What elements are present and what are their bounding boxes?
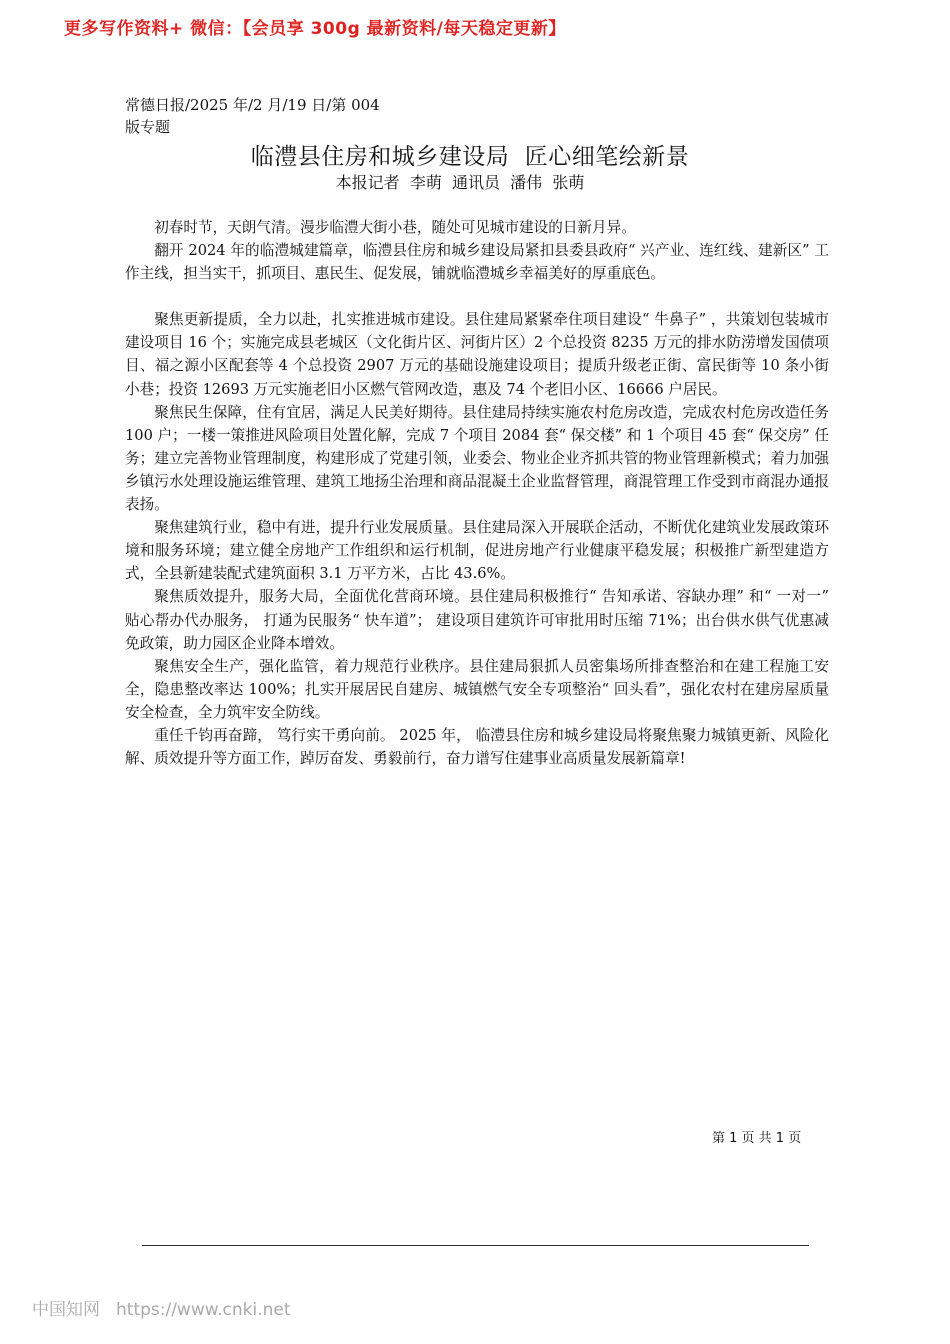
watermark-name: 中国知网 xyxy=(32,1300,100,1320)
paragraph: 聚焦质效提升，服务大局，全面优化营商环境。县住建局积极推行“ 告知承诺、容缺办理” 和“ 一对一” 贴心帮办代办服务， 打通为民服务“ 快车道”； 建设项目建筑许可审批用时压缩 71%；出台供水供气优惠减免政策，助力园区企业降本增效。 xyxy=(125,588,829,652)
watermark xyxy=(32,1295,290,1320)
source-line: 常德日报/2025 年/2 月/19 日/第 004 版专题 xyxy=(125,96,380,136)
paragraph-spacer xyxy=(125,285,829,308)
paragraph: 重任千钧再奋蹄， 笃行实干勇向前。 2025 年， 临澧县住房和城乡建设局将聚焦聚力城镇更新、风险化解、质效提升等方面工作，踔厉奋发、勇毅前行，奋力谱写住建事业高质量发展新篇章! xyxy=(125,726,829,768)
watermark-url: https://www.cnki.net xyxy=(116,1300,291,1320)
article-body xyxy=(125,216,829,770)
paragraph: 聚焦民生保障，住有宜居，满足人民美好期待。县住建局持续实施农村危房改造，完成农村危房改造任务 100 户；一楼一策推进风险项目处置化解，完成 7 个项目 2084 套“ 保交楼” 和 1 个项目 45 套“ 保交房” 任务；建立完善物业管理制度，构建形成了党建引领，业委会、物业企业齐抓共管的物业管理新模式；着力加强乡镇污水处理设施运维管理、建筑工地扬尘治理和商品混凝土企业监督管理，商混管理工作受到市商混办通报表扬。 xyxy=(125,403,829,514)
footer-divider xyxy=(142,1245,809,1246)
paragraph: 聚焦更新提质，全力以赴，扎实推进城市建设。县住建局紧紧牵住项目建设“ 牛鼻子” ，共策划包装城市建设项目 16 个；实施完成县老城区（文化街片区、河街片区）2 个总投资 8235 万元的排水防涝增发国债项目、福之源小区配套等 4 个总投资 2907 万元的基础设施建设项目；提质升级老正街、富民街等 10 条小街小巷；投资 12693 万元实施老旧小区燃气管网改造，惠及 74 个老旧小区、16666 户居民。 xyxy=(125,311,829,398)
paragraph: 聚焦安全生产，强化监管，着力规范行业秩序。县住建局狠抓人员密集场所排查整治和在建工程施工安全，隐患整改率达 100%；扎实开展居民自建房、城镇燃气安全专项整治“ 回头看”，强化农村在建房屋质量安全检查，全力筑牢安全防线。 xyxy=(125,657,829,721)
page-number: 第 1 页 共 1 页 xyxy=(712,1131,802,1146)
article-byline: 本报记者 李萌 通讯员 潘伟 张萌 xyxy=(335,173,585,192)
article-title: 临澧县住房和城乡建设局 匠心细笔绘新景 xyxy=(250,144,690,170)
paragraph: 聚焦建筑行业，稳中有进，提升行业发展质量。县住建局深入开展联企活动，不断优化建筑业发展政策环境和服务环境；建立健全房地产工作组织和运行机制，促进房地产行业健康平稳发展；积极推广新型建造方式，全县新建装配式建筑面积 3.1 万平方米，占比 43.6%。 xyxy=(125,519,829,583)
paragraph: 初春时节，天朗气清。漫步临澧大街小巷，随处可见城市建设的日新月异。 xyxy=(154,219,636,236)
paragraph: 翻开 2024 年的临澧城建篇章，临澧县住房和城乡建设局紧扣县委县政府“ 兴产业、连红线、建新区” 工作主线，担当实干，抓项目、惠民生、促发展，铺就临澧城乡幸福美好的厚重底色。 xyxy=(125,242,829,283)
promo-banner: 更多写作资料+ 微信：【会员享 300g 最新资料/每天稳定更新】 xyxy=(64,19,566,39)
